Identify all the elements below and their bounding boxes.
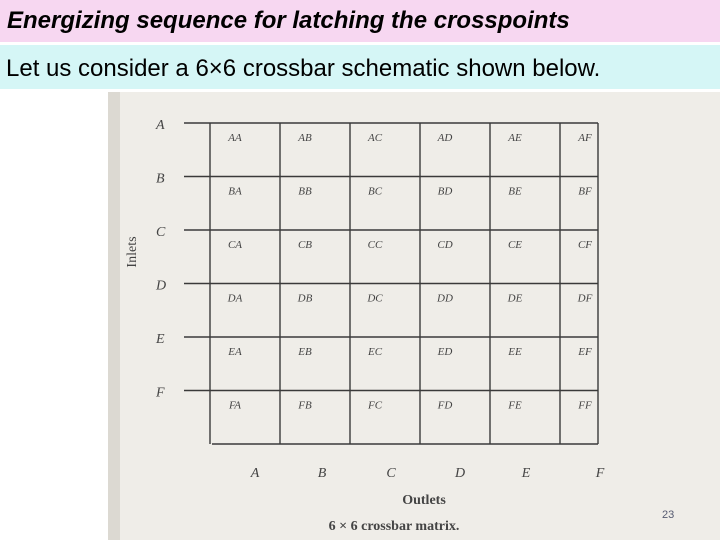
crosspoint-label: EF (578, 346, 592, 358)
crosspoint-label: FC (367, 399, 383, 412)
inlet-label: C (156, 225, 166, 240)
inlet-label: F (156, 385, 165, 401)
crosspoint-label: AB (298, 132, 312, 144)
crosspoint-label: DF (577, 292, 593, 305)
outlet-label: C (386, 466, 396, 481)
crosspoint-label: CF (577, 239, 593, 251)
crosspoint-label: FF (578, 399, 592, 412)
crosspoint-label: DA (227, 292, 243, 305)
inlet-label: E (156, 332, 165, 347)
crosspoint-label: DD (437, 292, 453, 305)
crosspoint-label: AD (437, 132, 453, 144)
crosspoint-label: FE (508, 399, 522, 412)
crosspoint-label: CC (367, 239, 383, 251)
crosspoint-label: EE (508, 346, 522, 358)
crosspoint-label: BA (228, 185, 242, 198)
outlet-label: B (317, 466, 327, 481)
crosspoint-label: AF (578, 132, 592, 144)
crosspoint-label: CB (297, 239, 313, 251)
crosspoint-label: EA (228, 346, 242, 358)
outlet-label: A (250, 466, 260, 481)
crosspoint-label: AE (508, 132, 522, 144)
crosspoint-label: FD (437, 399, 453, 412)
figure-caption: 6 × 6 crossbar matrix. (328, 519, 460, 534)
slide-subtitle: Let us consider a 6×6 crossbar schematic shown below. (6, 55, 601, 82)
crosspoint-label: DE (507, 292, 523, 305)
inlet-label: B (156, 171, 165, 187)
inlet-label: D (156, 278, 167, 294)
slide-title: Energizing sequence for latching the crosspoints (7, 7, 570, 34)
crosspoint-label: CE (507, 239, 523, 251)
crosspoint-label: FA (228, 399, 242, 412)
crosspoint-label: BD (437, 185, 453, 198)
crosspoint-label: AC (367, 132, 383, 144)
crosspoint-label: DC (367, 292, 383, 305)
crossbar-labels (155, 118, 605, 481)
crosspoint-label: BC (367, 185, 383, 198)
outlet-label: E (521, 466, 531, 481)
crosspoint-label: EB (298, 346, 312, 358)
crosspoint-label: BB (298, 185, 312, 198)
outlets-axis-label: Outlets (402, 493, 446, 508)
crosspoint-label: BE (508, 185, 522, 198)
crosspoint-label: FB (298, 399, 312, 412)
crosspoint-label: EC (367, 346, 383, 358)
crosspoint-label: ED (437, 346, 453, 358)
crosspoint-label: DB (297, 292, 313, 305)
page-number: 23 (662, 509, 675, 521)
inlet-label: A (156, 118, 165, 133)
crossbar-grid (184, 123, 598, 444)
outlet-label: F (595, 466, 605, 481)
crosspoint-label: CD (437, 239, 453, 251)
crosspoint-label: AA (228, 132, 242, 144)
inlets-axis-label: Inlets (125, 236, 140, 268)
crosspoint-label: BF (578, 185, 592, 198)
outlet-label: D (454, 466, 466, 481)
crosspoint-label: CA (227, 239, 243, 251)
